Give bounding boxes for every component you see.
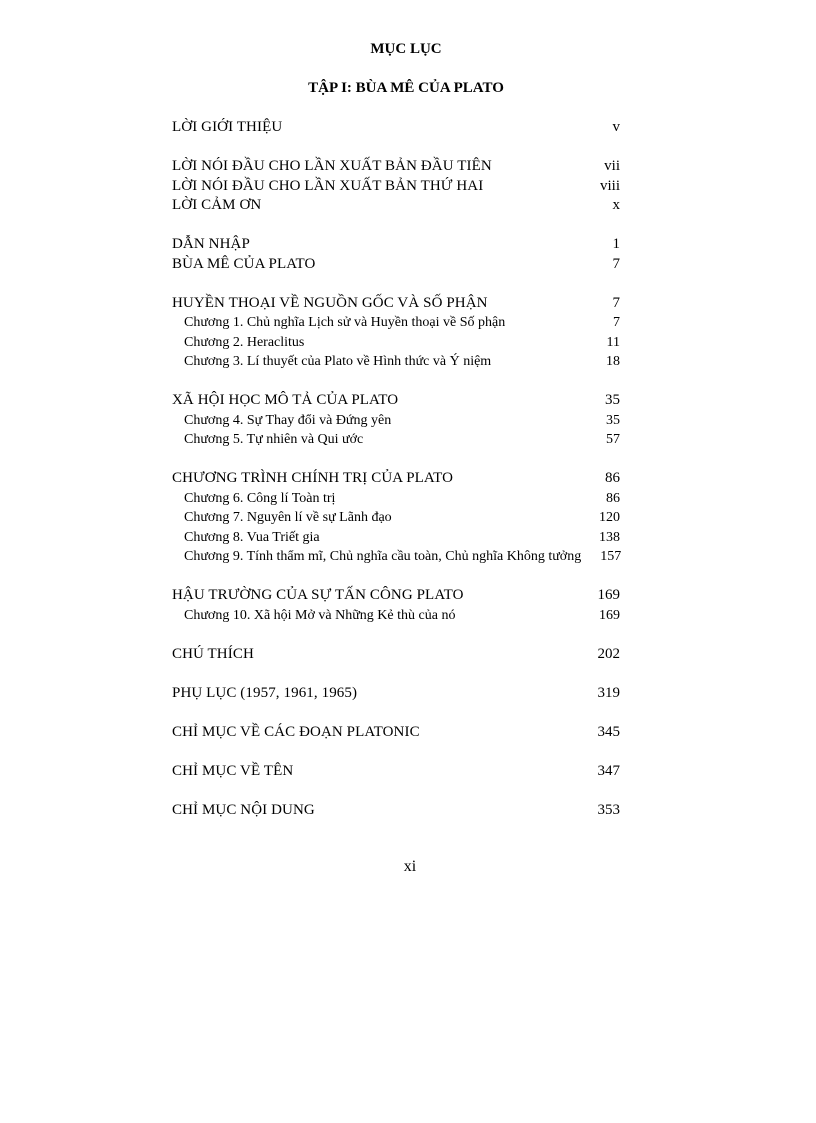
toc-chapter-entry xyxy=(172,547,628,567)
toc-section-entry xyxy=(172,294,628,314)
toc-entry-page-number: 319 xyxy=(597,684,620,701)
toc-entry-page-number: 35 xyxy=(606,412,620,428)
toc-spacer xyxy=(172,372,628,392)
toc-entry-title: Chương 7. Nguyên lí về sự Lãnh đạo xyxy=(184,510,392,525)
toc-chapter-entry xyxy=(172,430,628,450)
toc-entry-title: LỜI GIỚI THIỆU xyxy=(172,119,283,135)
toc-entry-page-number: 7 xyxy=(612,294,620,311)
toc-section-entry xyxy=(172,762,628,782)
toc-entry-title: Chương 5. Tự nhiên và Qui ước xyxy=(184,432,364,447)
footer-page-number: xi xyxy=(403,858,417,875)
toc-entry-title: BÙA MÊ CỦA PLATO xyxy=(172,255,316,272)
toc-entry-page-number: 169 xyxy=(597,587,620,603)
toc-spacer xyxy=(172,216,628,236)
toc-entry-title: Chương 1. Chủ nghĩa Lịch sử và Huyền thoại về Số phận xyxy=(184,315,506,330)
toc-spacer xyxy=(172,664,628,684)
toc-section-entry xyxy=(172,801,628,821)
toc-entry-title: CHỈ MỤC VỀ TÊN xyxy=(172,762,294,779)
volume-title: TẬP I: BÙA MÊ CỦA PLATO xyxy=(308,80,504,96)
toc-entry-page-number: 347 xyxy=(597,762,620,779)
toc-entry-page-number: 7 xyxy=(612,255,620,272)
toc-spacer xyxy=(172,781,628,801)
toc-entry-title: Chương 3. Lí thuyết của Plato về Hình thức và Ý niệm xyxy=(184,354,492,369)
toc-entry-page-number: viii xyxy=(599,177,620,194)
toc-section-entry xyxy=(172,235,628,255)
toc-chapter-entry xyxy=(172,333,628,353)
toc-entry-title: Chương 6. Công lí Toàn trị xyxy=(184,490,336,506)
toc-entry-page-number: 11 xyxy=(606,334,620,350)
toc-section-entry xyxy=(172,177,628,197)
toc-entry-title: CHƯƠNG TRÌNH CHÍNH TRỊ CỦA PLATO xyxy=(172,470,454,486)
toc-chapter-entry xyxy=(172,528,628,548)
toc-entry-title: DẪN NHẬP xyxy=(172,236,250,252)
toc-section-entry xyxy=(172,645,628,665)
toc-entry-page-number: 35 xyxy=(605,392,620,408)
toc-entry-title: PHỤ LỤC (1957, 1961, 1965) xyxy=(172,684,358,701)
toc-entry-page-number: 202 xyxy=(597,645,620,662)
toc-chapter-entry xyxy=(172,489,628,509)
toc-entry-page-number: 157 xyxy=(600,549,622,564)
toc-entry-page-number: x xyxy=(612,197,620,213)
table-of-contents xyxy=(172,118,628,820)
toc-entry-page-number: 169 xyxy=(599,607,620,623)
toc-entry-page-number: 345 xyxy=(597,723,620,740)
toc-spacer xyxy=(172,450,628,470)
toc-entry-page-number: 353 xyxy=(597,801,620,818)
toc-section-entry xyxy=(172,118,628,138)
toc-entry-title: Chương 9. Tính thẩm mĩ, Chủ nghĩa cầu toàn, Chủ nghĩa Không tưởng xyxy=(184,549,582,564)
toc-entry-title: Chương 4. Sự Thay đổi và Đứng yên xyxy=(184,412,392,428)
toc-chapter-entry xyxy=(172,313,628,333)
toc-section-entry xyxy=(172,586,628,606)
toc-entry-page-number: 57 xyxy=(606,432,620,447)
toc-entry-title: LỜI NÓI ĐẦU CHO LẦN XUẤT BẢN THỨ HAI xyxy=(172,177,484,194)
toc-spacer xyxy=(172,274,628,294)
toc-section-entry xyxy=(172,723,628,743)
toc-entry-title: LỜI CẢM ƠN xyxy=(172,197,262,213)
toc-entry-page-number: v xyxy=(612,119,620,135)
toc-spacer xyxy=(172,138,628,158)
toc-chapter-entry xyxy=(172,508,628,528)
page-title: MỤC LỤC xyxy=(370,41,442,57)
toc-section-entry xyxy=(172,196,628,216)
toc-spacer xyxy=(172,703,628,723)
toc-entry-title: Chương 10. Xã hội Mở và Những Kẻ thù của nó xyxy=(184,607,456,623)
toc-entry-title: LỜI NÓI ĐẦU CHO LẦN XUẤT BẢN ĐẦU TIÊN xyxy=(172,158,492,174)
toc-section-entry xyxy=(172,469,628,489)
toc-section-entry xyxy=(172,684,628,704)
toc-entry-page-number: 120 xyxy=(599,510,620,525)
toc-entry-title: CHÚ THÍCH xyxy=(172,645,254,662)
toc-entry-title: Chương 2. Heraclitus xyxy=(184,334,305,350)
toc-chapter-entry xyxy=(172,352,628,372)
toc-entry-page-number: 18 xyxy=(606,354,620,369)
toc-spacer xyxy=(172,625,628,645)
toc-entry-page-number: 1 xyxy=(612,236,620,252)
toc-spacer xyxy=(172,567,628,587)
toc-spacer xyxy=(172,742,628,762)
toc-entry-page-number: vii xyxy=(604,158,620,174)
toc-entry-page-number: 86 xyxy=(606,490,620,506)
toc-entry-title: XÃ HỘI HỌC MÔ TẢ CỦA PLATO xyxy=(172,392,399,408)
toc-section-entry xyxy=(172,391,628,411)
toc-entry-title: Chương 8. Vua Triết gia xyxy=(184,529,320,545)
toc-entry-page-number: 86 xyxy=(605,470,620,486)
toc-chapter-entry xyxy=(172,606,628,626)
toc-entry-title: CHỈ MỤC VỀ CÁC ĐOẠN PLATONIC xyxy=(172,723,420,740)
toc-chapter-entry xyxy=(172,411,628,431)
toc-entry-title: HẬU TRƯỜNG CỦA SỰ TẤN CÔNG PLATO xyxy=(172,587,464,603)
toc-entry-page-number: 7 xyxy=(613,315,620,330)
toc-entry-title: CHỈ MỤC NỘI DUNG xyxy=(172,801,315,818)
toc-section-entry xyxy=(172,255,628,275)
toc-entry-page-number: 138 xyxy=(599,529,620,545)
toc-entry-title: HUYỀN THOẠI VỀ NGUỒN GỐC VÀ SỐ PHẬN xyxy=(172,294,488,311)
toc-section-entry xyxy=(172,157,628,177)
